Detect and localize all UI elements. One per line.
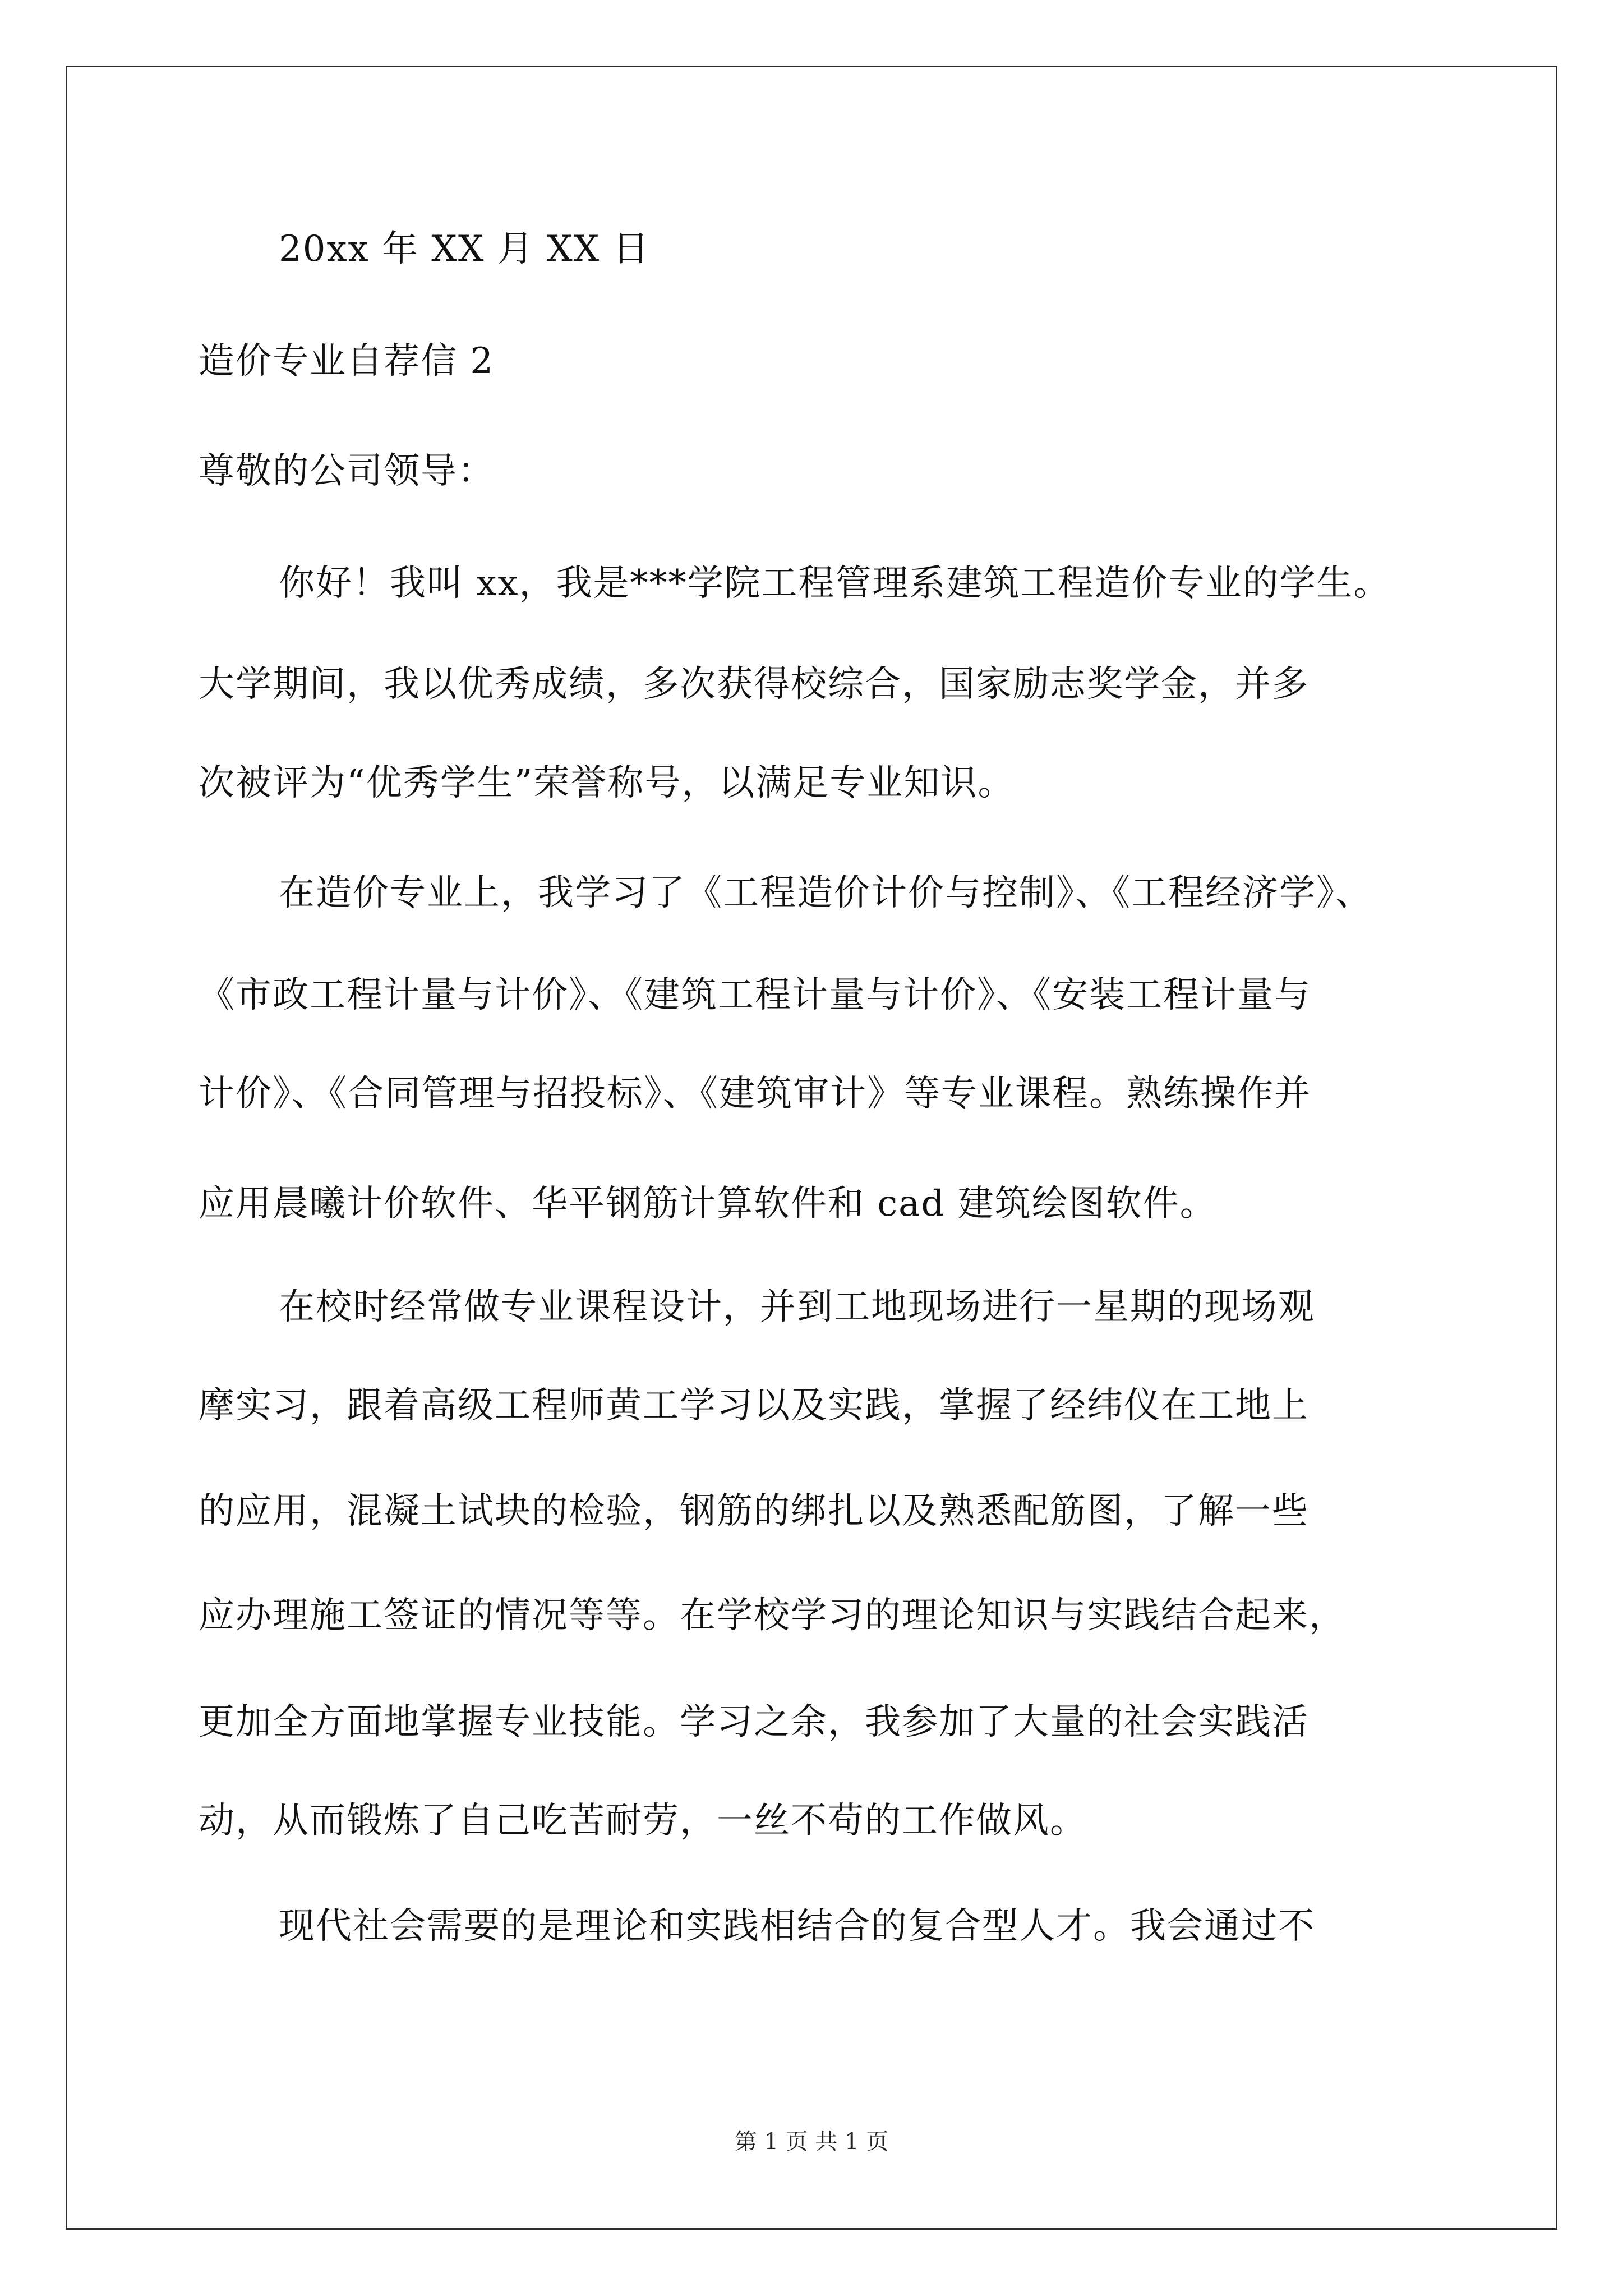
paragraph-1-line-2: 大学期间，我以优秀成绩，多次获得校综合，国家励志奖学金，并多 [199, 664, 1309, 705]
paragraph-3-line-3: 的应用，混凝土试块的检验，钢筋的绑扎以及熟悉配筋图，了解一些 [199, 1490, 1309, 1532]
paragraph-3-line-4: 应办理施工签证的情况等等。在学校学习的理论知识与实践结合起来， [199, 1595, 1346, 1636]
paragraph-2-line-1: 在造价专业上，我学习了《工程造价计价与控制》、《工程经济学》、 [279, 872, 1372, 914]
paragraph-3-line-6: 动，从而锻炼了自己吃苦耐劳，一丝不苟的工作做风。 [199, 1800, 1087, 1842]
paragraph-1-line-1: 你好！我叫 xx，我是***学院工程管理系建筑工程造价专业的学生。 [279, 563, 1391, 604]
paragraph-2-line-4: 应用晨曦计价软件、华平钢筋计算软件和 cad 建筑绘图软件。 [199, 1183, 1217, 1225]
paragraph-1-line-3: 次被评为“优秀学生”荣誉称号，以满足专业知识。 [199, 762, 1015, 804]
paragraph-3-line-2: 摩实习，跟着高级工程师黄工学习以及实践，掌握了经纬仪在工地上 [199, 1385, 1309, 1427]
page-footer: 第 1 页 共 1 页 [734, 2129, 889, 2155]
paragraph-2-line-2: 《市政工程计量与计价》、《建筑工程计量与计价》、《安装工程计量与 [199, 974, 1311, 1016]
paragraph-4-line-1: 现代社会需要的是理论和实践相结合的复合型人才。我会通过不 [279, 1906, 1315, 1947]
paragraph-2-line-3: 计价》、《合同管理与招投标》、《建筑审计》等专业课程。熟练操作并 [199, 1073, 1311, 1115]
salutation: 尊敬的公司领导： [199, 450, 495, 492]
paragraph-3-line-5: 更加全方面地掌握专业技能。学习之余，我参加了大量的社会实践活 [199, 1701, 1309, 1743]
paragraph-3-line-1: 在校时经常做专业课程设计，并到工地现场进行一星期的现场观 [279, 1286, 1315, 1328]
letter-title: 造价专业自荐信 2 [199, 341, 495, 382]
date-line: 20xx 年 XX 月 XX 日 [279, 228, 650, 270]
